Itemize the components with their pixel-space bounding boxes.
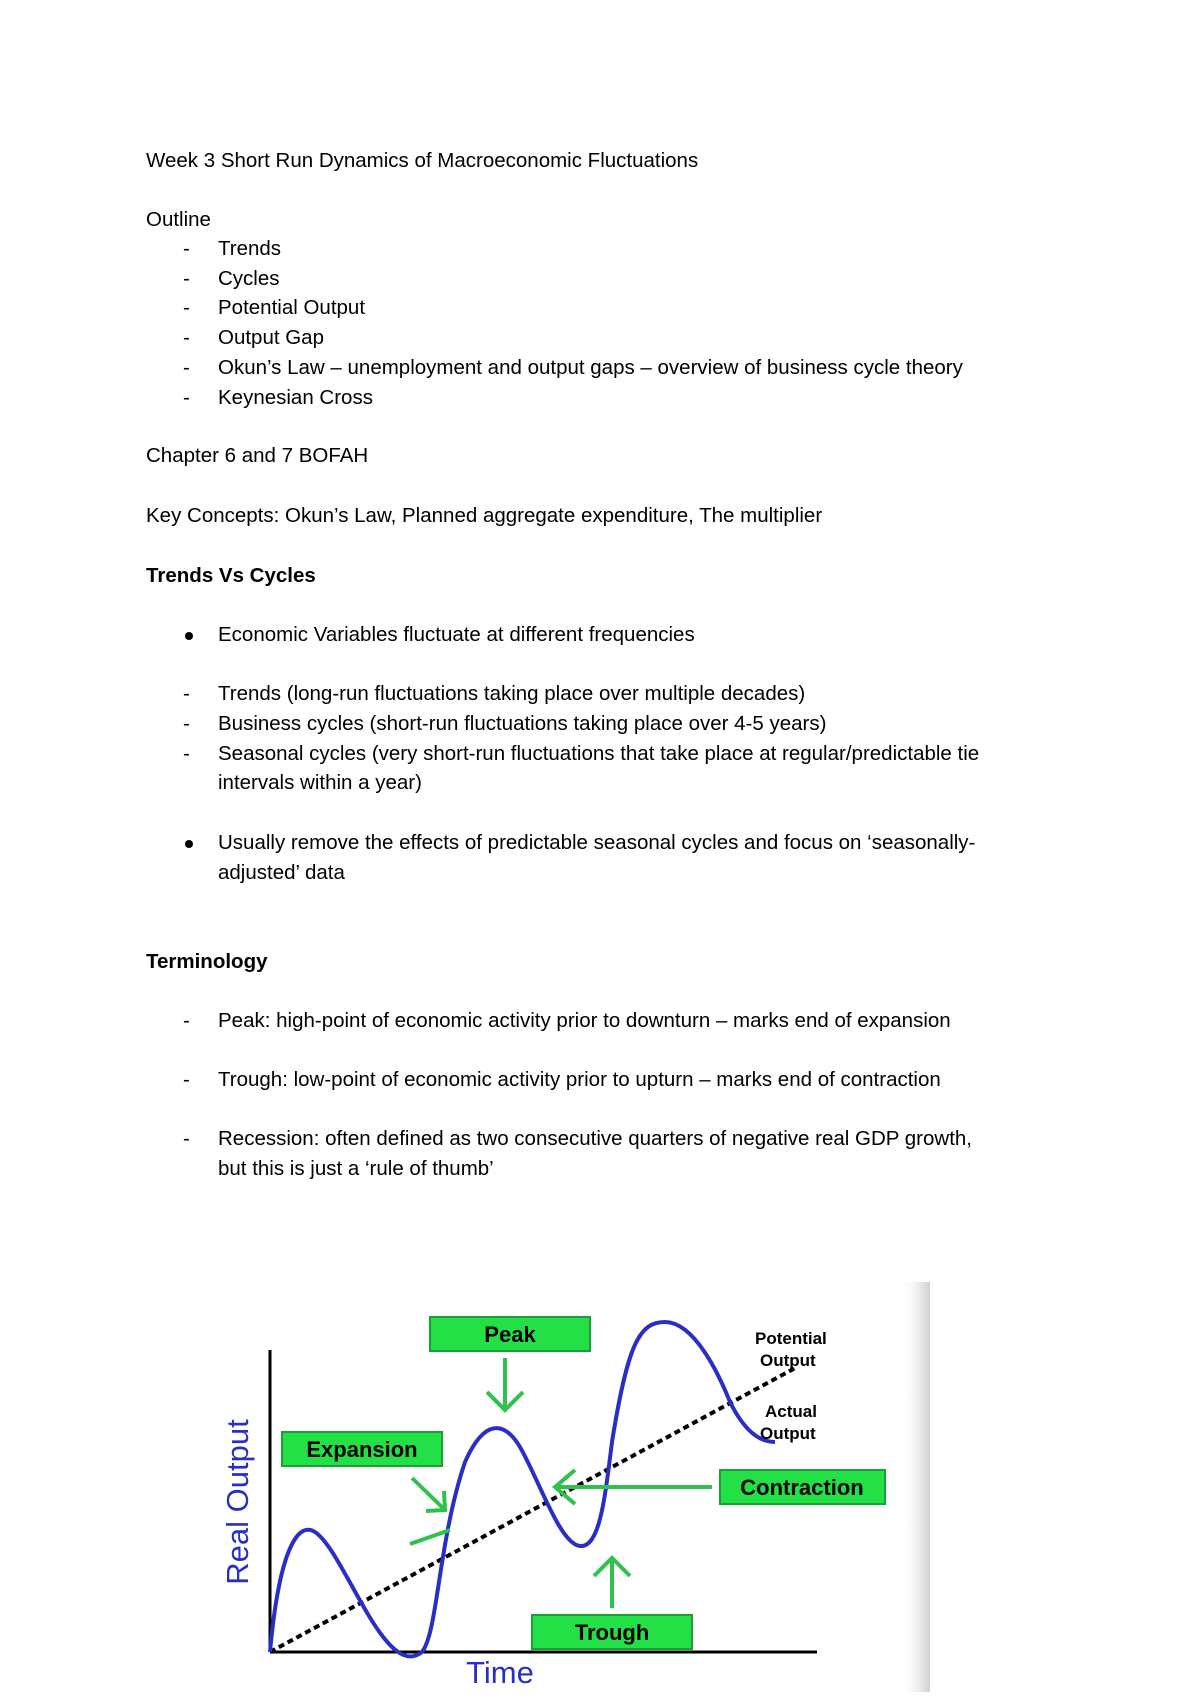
list-item: - Trough: low-point of economic activity prior to upturn – marks end of contraction bbox=[183, 1068, 941, 1091]
trough-label: Trough bbox=[574, 1620, 650, 1645]
bullet-icon bbox=[185, 632, 193, 640]
trough-arrow-icon bbox=[594, 1558, 630, 1608]
list-item: - Okun’s Law – unemployment and output gaps – overview of business cycle theory bbox=[183, 356, 963, 379]
bullet-item-continuation: adjusted’ data bbox=[218, 861, 345, 884]
actual-output-label-line1: Actual bbox=[765, 1402, 817, 1421]
bullet-item: Usually remove the effects of predictable seasonal cycles and focus on ‘seasonally- bbox=[183, 830, 218, 856]
outline-heading: Outline bbox=[146, 208, 211, 231]
document-title: Week 3 Short Run Dynamics of Macroeconomic Fluctuations bbox=[146, 149, 699, 172]
contraction-arrow-icon bbox=[555, 1470, 712, 1504]
key-concepts: Key Concepts: Okun’s Law, Planned aggregate expenditure, The multiplier bbox=[146, 504, 823, 527]
bullet-icon bbox=[185, 840, 193, 848]
list-item: - Peak: high-point of economic activity prior to downturn – marks end of expansion bbox=[183, 1009, 951, 1032]
chapter-reference: Chapter 6 and 7 BOFAH bbox=[146, 444, 369, 467]
list-item: - Trends bbox=[183, 237, 282, 260]
actual-output-label bbox=[760, 1402, 822, 1443]
list-item: - Potential Output bbox=[183, 296, 366, 319]
section-heading-terminology: Terminology bbox=[146, 950, 268, 973]
actual-output-label-line2: Output bbox=[760, 1424, 816, 1443]
y-axis-label: Real Output bbox=[220, 1419, 255, 1585]
list-item-continuation: but this is just a ‘rule of thumb’ bbox=[218, 1157, 494, 1180]
list-item: - Keynesian Cross bbox=[183, 386, 373, 409]
list-item: - Recession: often defined as two consecutive quarters of negative real GDP growth, bbox=[183, 1127, 972, 1150]
list-item: - Cycles bbox=[183, 267, 280, 290]
list-item: - Trends (long-run fluctuations taking place over multiple decades) bbox=[183, 682, 806, 705]
list-item: - Output Gap bbox=[183, 326, 324, 349]
contraction-label: Contraction bbox=[740, 1475, 864, 1500]
business-cycle-diagram bbox=[200, 1282, 930, 1692]
potential-output-label-line1: Potential bbox=[755, 1329, 827, 1348]
image-edge-shadow bbox=[900, 1282, 930, 1692]
expansion-arrow-icon bbox=[412, 1478, 445, 1511]
section-heading-trends-cycles: Trends Vs Cycles bbox=[146, 564, 316, 587]
peak-arrow-icon bbox=[487, 1358, 523, 1410]
potential-output-line bbox=[270, 1367, 797, 1652]
peak-label: Peak bbox=[484, 1322, 536, 1347]
list-item: - Business cycles (short-run fluctuations taking place over 4-5 years) bbox=[183, 712, 827, 735]
list-item-continuation: intervals within a year) bbox=[218, 771, 422, 794]
potential-output-label-line2: Output bbox=[760, 1351, 816, 1370]
bullet-item: Economic Variables fluctuate at different frequencies bbox=[183, 622, 218, 648]
list-item: - Seasonal cycles (very short-run fluctuations that take place at regular/predictable tie bbox=[183, 742, 980, 765]
actual-output-curve bbox=[270, 1322, 775, 1656]
expansion-label: Expansion bbox=[306, 1437, 418, 1462]
x-axis-label: Time bbox=[466, 1655, 534, 1690]
potential-output-label bbox=[755, 1329, 832, 1370]
